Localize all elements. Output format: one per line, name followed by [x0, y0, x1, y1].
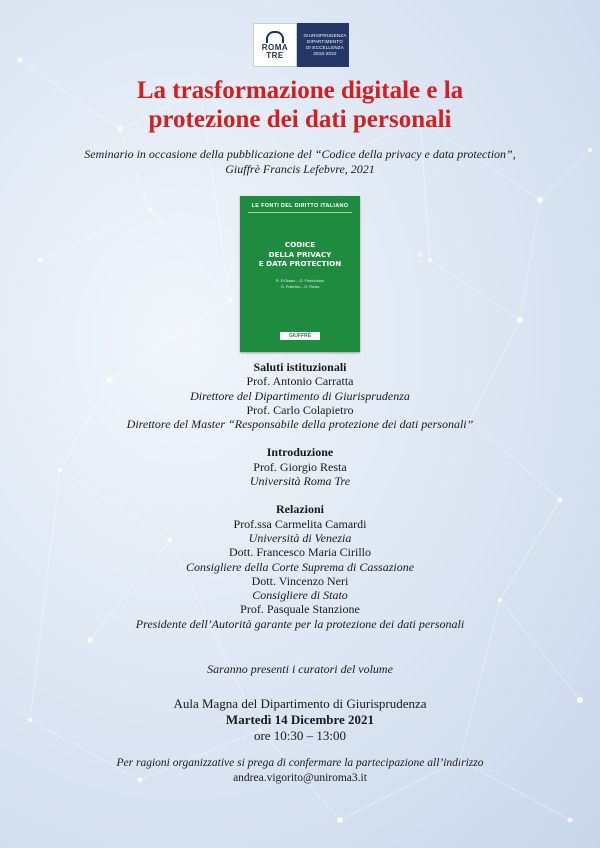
arch-icon — [266, 31, 284, 43]
speaker-name: Dott. Vincenzo Neri — [251, 573, 349, 588]
page-title — [0, 76, 600, 134]
speaker-role: Consigliere di Stato — [252, 588, 348, 603]
speaker-name: Prof. Carlo Colapietro — [246, 402, 354, 417]
event-venue: Aula Magna del Dipartimento di Giurisprudenza — [173, 696, 427, 711]
rsvp-text: Per ragioni organizzative si prega di confermare la partecipazione all’indirizzo — [116, 757, 484, 769]
roma-tre-logo — [253, 23, 297, 67]
badge-line-2: DIPARTIMENTO — [307, 39, 343, 44]
book-divider — [248, 212, 352, 213]
speaker-role: Direttore del Master “Responsabile della protezione dei dati personali” — [126, 417, 474, 432]
program — [0, 360, 600, 631]
book-title — [240, 240, 360, 269]
department-badge — [297, 23, 349, 67]
speaker-name: Prof. Pasquale Stanzione — [240, 602, 360, 617]
speaker-name: Prof. Antonio Carratta — [246, 374, 354, 389]
speaker-role: Consigliere della Corte Suprema di Cassazione — [185, 559, 415, 574]
speaker-role: Università Roma Tre — [249, 474, 351, 489]
book-cover — [240, 196, 360, 352]
saluti-heading: Saluti istituzionali — [253, 360, 347, 374]
book-series: LE FONTI DEL DIRITTO ITALIANO — [251, 203, 349, 209]
title-line-2: protezione dei dati personali — [148, 106, 452, 133]
introduzione-heading: Introduzione — [266, 445, 334, 460]
speaker-name: Dott. Francesco Maria Cirillo — [229, 545, 371, 560]
book-title-line-2: DELLA PRIVACY — [268, 249, 332, 259]
speaker-name: Prof.ssa Carmelita Camardi — [233, 516, 367, 531]
speaker-role: Direttore del Dipartimento di Giurisprudenza — [190, 388, 410, 403]
rsvp-note — [0, 756, 600, 785]
subtitle-line-1: Seminario in occasione della pubblicazione del “Codice della privacy e data protection”, — [84, 147, 516, 161]
badge-line-4: 2018-2022 — [313, 51, 337, 56]
badge-line-1: GIURISPRUDENZA — [303, 33, 347, 38]
rsvp-email[interactable]: andrea.vigorito@uniroma3.it — [233, 771, 367, 784]
logo-text-tre: TRE — [266, 50, 284, 60]
logo-text-roma: ROMA — [261, 42, 289, 52]
seminar-subtitle — [0, 147, 600, 177]
book-authors-line-2: O. Pollicino – G. Resta — [280, 285, 320, 289]
title-line-1: La trasformazione digitale e la — [136, 77, 464, 104]
event-date: Martedì 14 Dicembre 2021 — [225, 712, 375, 727]
relazioni-heading: Relazioni — [276, 502, 324, 517]
book-title-line-1: CODICE — [284, 240, 316, 249]
badge-line-3: DI ECCELLENZA — [306, 45, 344, 50]
speaker-name: Prof. Giorgio Resta — [253, 459, 347, 474]
event-time: ore 10:30 – 13:00 — [253, 728, 347, 743]
university-logo — [253, 23, 349, 67]
book-authors-line-1: R. D'Orazio – G. Finocchiaro — [275, 279, 325, 283]
speaker-role: Presidente dell’Autorità garante per la protezione dei dati personali — [135, 616, 465, 631]
event-details — [0, 696, 600, 744]
book-publisher-logo: GIUFFRÈ — [280, 332, 320, 340]
book-title-line-3: E DATA PROTECTION — [258, 259, 342, 268]
subtitle-line-2: Giuffrè Francis Lefebvre, 2021 — [225, 162, 375, 176]
curatori-note: Saranno presenti i curatori del volume — [207, 662, 393, 676]
book-authors — [240, 278, 360, 290]
speaker-role: Università di Venezia — [248, 530, 352, 545]
